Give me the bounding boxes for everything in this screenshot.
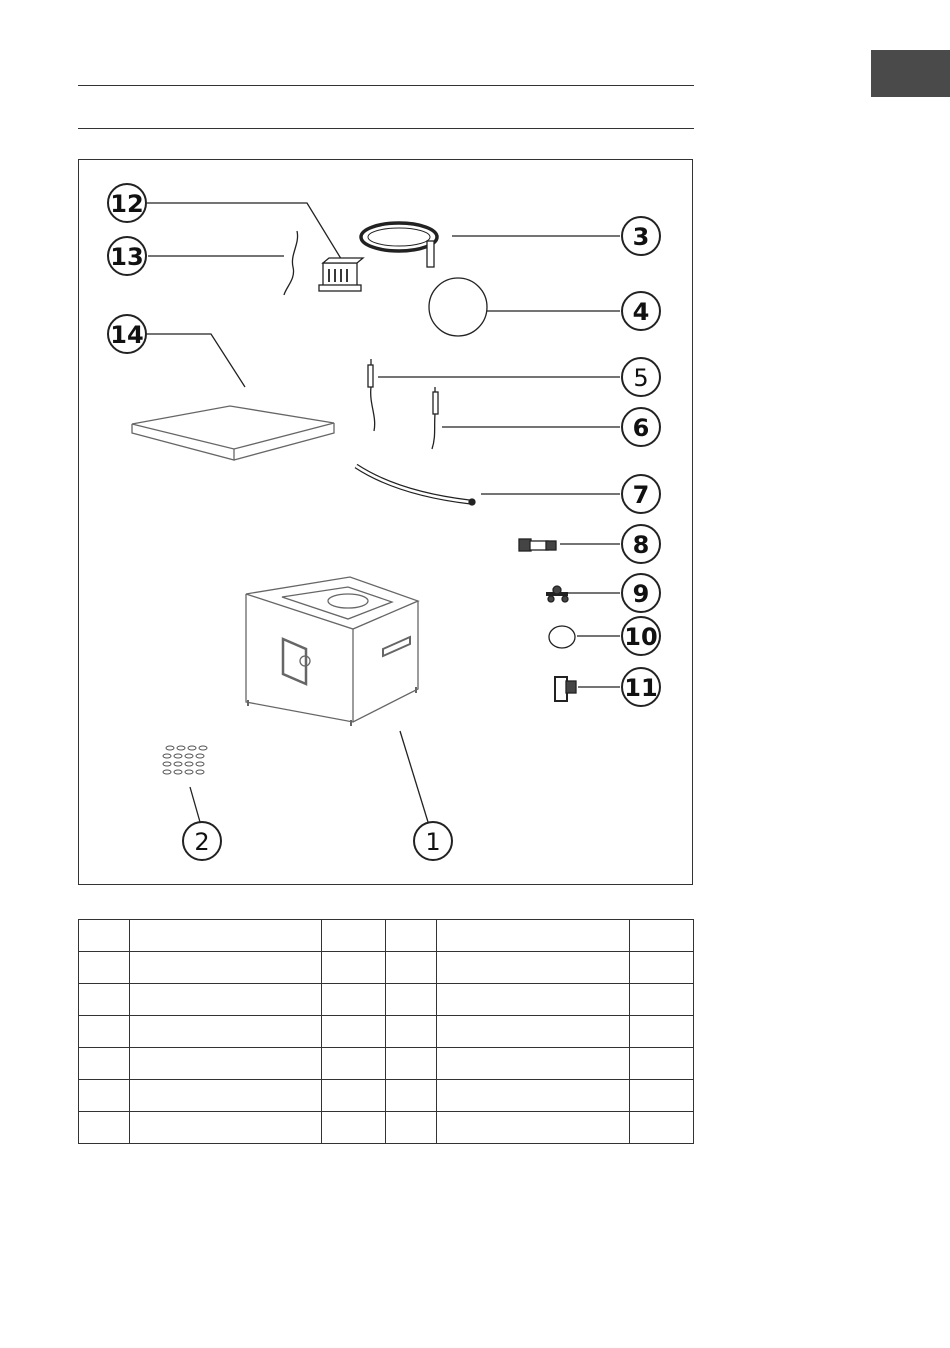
table-cell [386, 984, 437, 1016]
connector-part-8 [519, 539, 556, 551]
table-cell [322, 952, 386, 984]
table-cell [79, 984, 130, 1016]
table-row [79, 952, 694, 984]
table-cell [630, 1080, 694, 1112]
table-cell [79, 1016, 130, 1048]
hardware-part-2 [163, 746, 207, 774]
leader-line-2 [190, 787, 200, 822]
callout-number-14: 14 [110, 321, 144, 349]
table-cell [630, 1112, 694, 1144]
table-cell [386, 952, 437, 984]
leader-line-12 [147, 203, 343, 262]
knob-part-10 [549, 626, 575, 648]
callout-number-13: 13 [110, 243, 144, 271]
valve-part-9 [546, 586, 568, 602]
table-cell [437, 952, 630, 984]
wire-part-13 [284, 231, 298, 295]
callout-number-8: 8 [632, 531, 650, 559]
language-tab [871, 50, 950, 97]
lid-board-part-14 [132, 406, 334, 460]
table-cell [322, 1080, 386, 1112]
table-cell [322, 1112, 386, 1144]
table-cell [130, 952, 322, 984]
callout-number-5: 5 [633, 364, 649, 392]
disc-part-4 [429, 278, 487, 336]
table-row [79, 1080, 694, 1112]
callout-number-12: 12 [110, 190, 144, 218]
table-cell [386, 920, 437, 952]
thermocouple-part-6 [432, 387, 438, 449]
table-cell [437, 920, 630, 952]
table-cell [437, 1048, 630, 1080]
table-cell [386, 1080, 437, 1112]
table-cell [437, 1080, 630, 1112]
table-cell [386, 1112, 437, 1144]
callout-number-4: 4 [632, 298, 650, 326]
table-cell [79, 1080, 130, 1112]
table-cell [322, 920, 386, 952]
callout-number-9: 9 [632, 580, 650, 608]
table-cell [130, 1080, 322, 1112]
table-cell [79, 1048, 130, 1080]
table-cell [322, 1048, 386, 1080]
table-row [79, 1016, 694, 1048]
gas-hose-part-7 [356, 466, 475, 505]
callout-number-2: 2 [194, 828, 210, 856]
table-cell [79, 952, 130, 984]
callout-number-3: 3 [632, 223, 650, 251]
table-cell [630, 1048, 694, 1080]
header-rule-bottom [78, 128, 694, 129]
table-cell [79, 1112, 130, 1144]
table-cell [79, 920, 130, 952]
callout-number-11: 11 [624, 674, 658, 702]
leader-line-14 [146, 334, 245, 387]
table-cell [386, 1016, 437, 1048]
table-cell [130, 920, 322, 952]
table-row [79, 1112, 694, 1144]
table-cell [130, 1016, 322, 1048]
table-cell [437, 1112, 630, 1144]
callout-number-1: 1 [425, 828, 441, 856]
parts-table [78, 919, 694, 1144]
table-cell [437, 1016, 630, 1048]
table-cell [322, 1016, 386, 1048]
table-cell [630, 1016, 694, 1048]
table-row [79, 920, 694, 952]
table-cell [130, 1048, 322, 1080]
callout-number-10: 10 [624, 623, 658, 651]
table-cell [630, 952, 694, 984]
regulator-part-11 [555, 677, 576, 701]
table-cell [130, 1112, 322, 1144]
table-row [79, 984, 694, 1016]
leader-line-1 [400, 731, 428, 822]
table-cell [630, 920, 694, 952]
table-cell [322, 984, 386, 1016]
callout-number-7: 7 [632, 481, 650, 509]
spark-box-part-12 [319, 258, 363, 291]
fire-pit-part-1 [246, 577, 418, 726]
parts-diagram [78, 159, 693, 885]
table-cell [437, 984, 630, 1016]
header-rule-top [78, 85, 694, 86]
table-cell [130, 984, 322, 1016]
electrode-part-5 [368, 359, 375, 431]
callout-number-6: 6 [632, 414, 650, 442]
table-row [79, 1048, 694, 1080]
table-cell [386, 1048, 437, 1080]
table-cell [630, 984, 694, 1016]
burner-ring-part-3 [361, 223, 437, 267]
